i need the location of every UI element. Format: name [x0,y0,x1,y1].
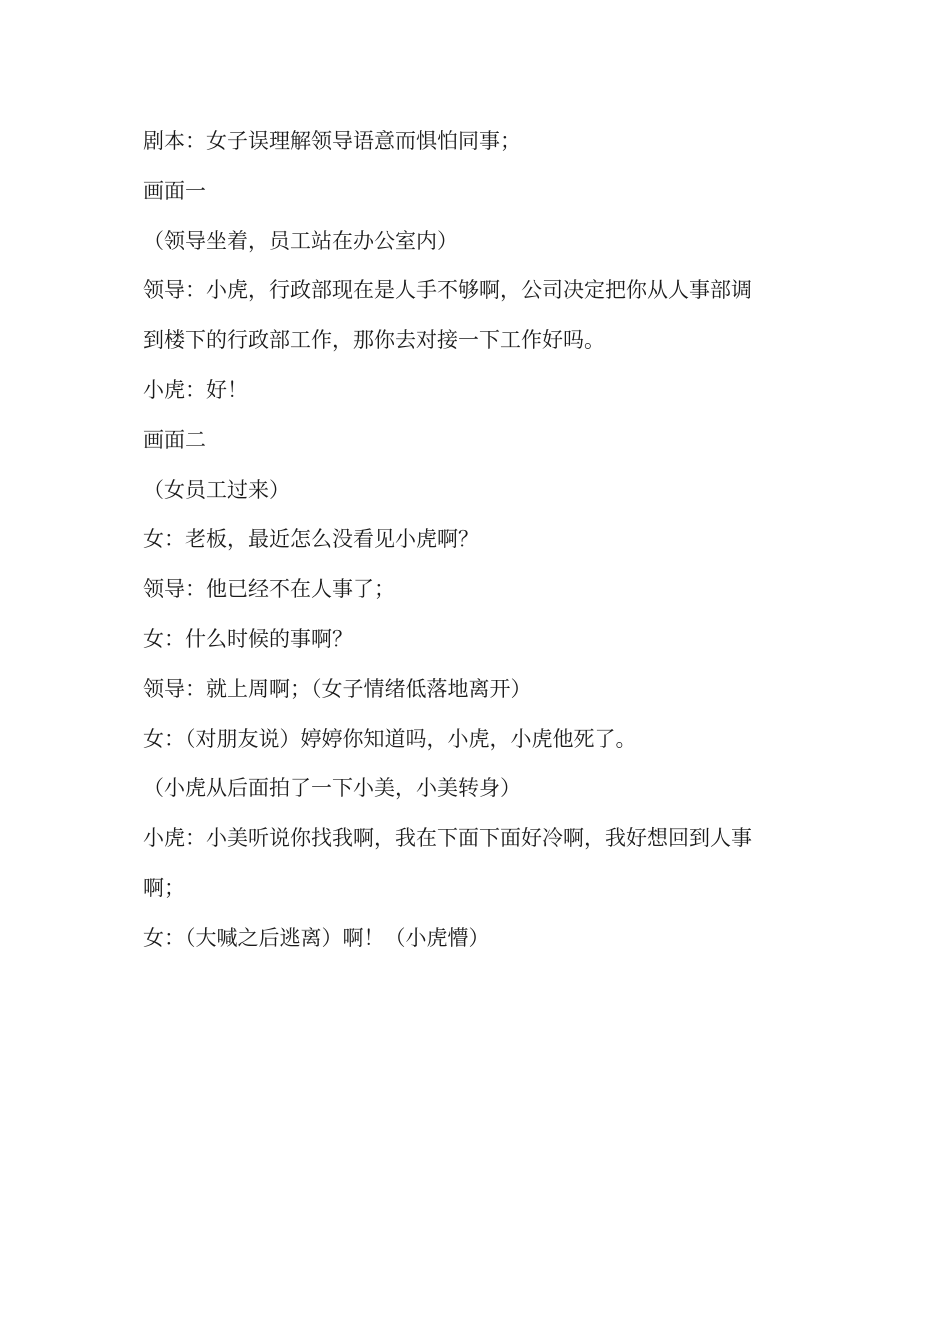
dialogue-line: 女：什么时候的事啊？ [143,626,353,651]
script-body [143,117,813,964]
scene-heading-2: 画面二 [143,427,206,452]
dialogue-line: 小虎：小美听说你找我啊，我在下面下面好冷啊，我好想回到人事 [143,826,752,851]
script-title-line: 剧本：女子误理解领导语意而惧怕同事； [143,129,521,153]
stage-direction: （小虎从后面拍了一下小美，小美转身） [143,776,521,801]
stage-direction: （领导坐着，员工站在办公室内） [143,228,458,253]
dialogue-line: 女：老板，最近怎么没看见小虎啊？ [143,527,479,552]
dialogue-line: 女：（大喊之后逃离）啊！（小虎懵） [143,925,490,950]
scene-heading-1: 画面一 [143,178,206,203]
dialogue-line: 领导：他已经不在人事了； [143,577,395,602]
dialogue-line: 女：（对朋友说）婷婷你知道吗，小虎，小虎他死了。 [143,726,637,751]
dialogue-line-continued: 啊； [143,875,185,900]
dialogue-line: 小虎：好！ [143,377,248,402]
dialogue-line: 领导：就上周啊；（女子情绪低落地离开） [143,676,532,701]
dialogue-line-continued: 到楼下的行政部工作，那你去对接一下工作好吗。 [143,328,605,353]
stage-direction: （女员工过来） [143,477,290,502]
dialogue-line: 领导：小虎，行政部现在是人手不够啊，公司决定把你从人事部调 [143,278,752,303]
